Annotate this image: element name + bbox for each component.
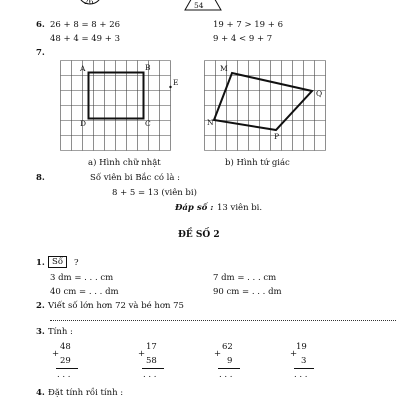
q2-answer-line[interactable] — [50, 320, 396, 321]
q8-line1: Số viên bi Bắc có là : — [90, 173, 181, 183]
q3-title: Tính : — [48, 327, 73, 337]
op1-plus: + — [52, 349, 60, 359]
triangle-number: 54 — [194, 1, 204, 10]
grid-rectangle — [60, 60, 172, 152]
q8-answer-label: Đáp số : — [175, 203, 214, 213]
op3-plus: + — [214, 349, 222, 359]
q8-number: 8. — [36, 173, 45, 183]
q6-a2: 48 + 4 = 49 + 3 — [50, 34, 121, 44]
q8-line2: 8 + 5 = 13 (viên bi) — [112, 188, 197, 198]
op4-line — [294, 368, 314, 369]
q2-number: 2. — [36, 301, 45, 311]
q1-row1-b: 7 dm = . . . cm — [213, 273, 277, 283]
section-title: ĐỀ SỐ 2 — [178, 230, 220, 240]
op2-result: . . . — [143, 370, 157, 380]
label-c: C — [145, 119, 151, 128]
op3-line — [218, 368, 240, 369]
q7-number: 7. — [36, 48, 45, 58]
q1-number: 1. — [36, 258, 45, 268]
op3-bottom: 9 — [227, 356, 233, 366]
op3-top: 62 — [222, 342, 233, 352]
q2-text: Viết số lớn hơn 72 và bé hơn 75 — [48, 301, 184, 311]
q4-text: Đặt tính rồi tính : — [48, 388, 124, 398]
q6-number: 6. — [36, 20, 45, 30]
op3-result: . . . — [219, 370, 233, 380]
op4-bottom: 3 — [301, 356, 307, 366]
q6-b1: 19 + 7 > 19 + 6 — [213, 20, 284, 30]
label-a: A — [80, 64, 86, 73]
op2-bottom: 58 — [146, 356, 157, 366]
rectangle-abcd — [89, 73, 144, 119]
op2-plus: + — [138, 349, 146, 359]
point-e — [169, 86, 171, 88]
label-q: Q — [316, 89, 323, 98]
label-m: M — [220, 64, 228, 73]
label-p: P — [274, 132, 280, 141]
q6-a1: 26 + 8 = 8 + 26 — [50, 20, 121, 30]
q1-row2-a: 40 cm = . . . dm — [50, 287, 119, 297]
q1-row1-a: 3 dm = . . . cm — [50, 273, 114, 283]
q3-number: 3. — [36, 327, 45, 337]
op4-top: 19 — [296, 342, 307, 352]
q6-b2: 9 + 4 < 9 + 7 — [213, 34, 273, 44]
caption-rectangle: a) Hình chữ nhật — [88, 158, 161, 168]
op1-top: 48 — [60, 342, 71, 352]
label-d: D — [80, 119, 87, 128]
op4-plus: + — [290, 349, 298, 359]
q1-mark: ? — [74, 258, 79, 268]
op1-result: . . . — [57, 370, 71, 380]
q1-row2-b: 90 cm = . . . dm — [213, 287, 282, 297]
caption-quadrilateral: b) Hình tứ giác — [225, 158, 290, 168]
op4-result: . . . — [294, 370, 308, 380]
label-n: N — [207, 118, 214, 127]
label-e: E — [173, 78, 179, 87]
q4-number: 4. — [36, 388, 45, 398]
op1-bottom: 29 — [60, 356, 71, 366]
q1-box — [48, 256, 67, 268]
q1-box-label: Số — [48, 256, 67, 268]
quadrilateral-mnpq — [214, 73, 312, 130]
q8-answer-value: 13 viên bi. — [217, 203, 263, 213]
label-b: B — [145, 63, 151, 72]
op2-top: 17 — [146, 342, 157, 352]
circle-number: 26 — [84, 0, 94, 6]
op1-line — [56, 368, 78, 369]
op2-line — [142, 368, 164, 369]
